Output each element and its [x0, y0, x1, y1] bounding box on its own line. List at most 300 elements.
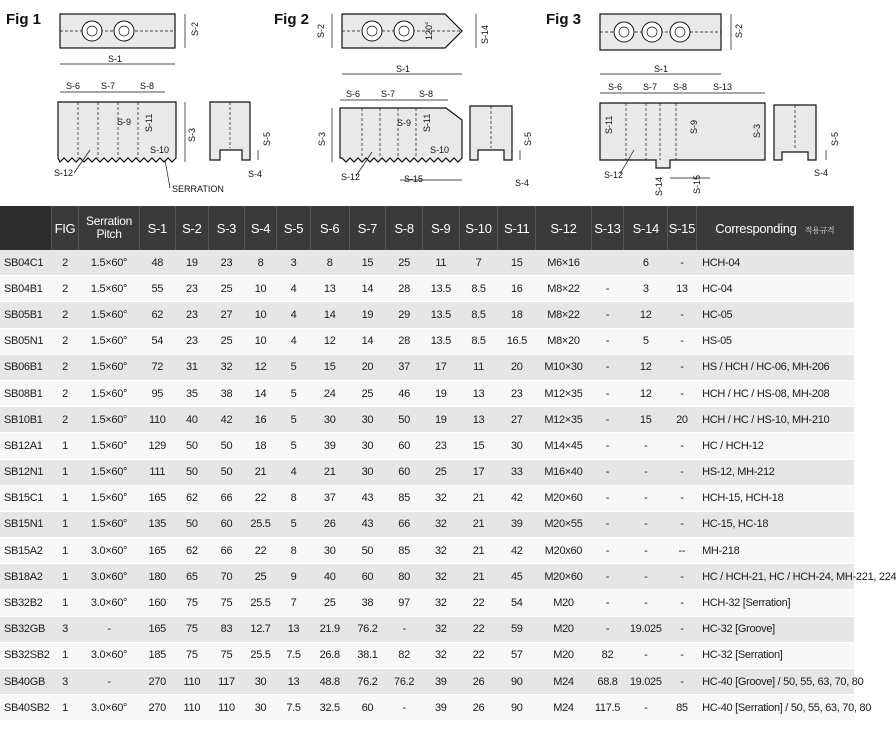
- cell-s6: 21.9: [310, 616, 349, 642]
- cell-s5: 8: [277, 485, 311, 511]
- cell-s11: 33: [498, 459, 536, 485]
- cell-s4: 25.5: [244, 642, 277, 668]
- cell-s3: 60: [209, 511, 245, 537]
- cell-s15: -: [668, 616, 696, 642]
- cell-model: SB15A2: [0, 538, 51, 564]
- cell-s10: 11: [459, 354, 498, 380]
- cell-s12: M12×35: [536, 407, 592, 433]
- cell-s2: 35: [175, 380, 209, 406]
- cell-s13: -: [591, 276, 624, 302]
- cell-s9: 32: [422, 485, 459, 511]
- cell-s9: 32: [422, 564, 459, 590]
- cell-s2: 75: [175, 616, 209, 642]
- cell-s15: -: [668, 302, 696, 328]
- cell-s9: 32: [422, 511, 459, 537]
- table-row: [0, 695, 854, 721]
- cell-s11: 42: [498, 538, 536, 564]
- cell-s2: 75: [175, 590, 209, 616]
- cell-s7: 30: [349, 433, 386, 459]
- cell-s15: -: [668, 511, 696, 537]
- cell-s7: 15: [349, 250, 386, 276]
- cell-fig: 2: [51, 354, 78, 380]
- cell-pitch: 1.5×60°: [79, 485, 140, 511]
- cell-s15: -: [668, 642, 696, 668]
- cell-s13: 117.5: [591, 695, 624, 721]
- cell-s5: 7: [277, 590, 311, 616]
- cell-s4: 12: [244, 354, 277, 380]
- cell-corresponding: HCH-04: [696, 250, 853, 276]
- fig1-title: Fig 1: [6, 11, 42, 28]
- cell-s12: M6×16: [536, 250, 592, 276]
- fig1-label-s12: S-12: [54, 168, 74, 178]
- table-row: [0, 642, 854, 668]
- fig1-label-s11: S-11: [144, 113, 154, 132]
- cell-s12: M8×22: [536, 302, 592, 328]
- fig2-label-s1: S-1: [396, 64, 411, 74]
- header-corresponding: Corresponding 적용규격: [696, 206, 853, 250]
- cell-corresponding: HCH-15, HCH-18: [696, 485, 853, 511]
- cell-s4: 18: [244, 433, 277, 459]
- header-s15: S-15: [668, 206, 696, 250]
- table-row: [0, 433, 854, 459]
- fig3-label-s5: S-5: [830, 131, 840, 146]
- fig3-label-s4: S-4: [814, 168, 829, 178]
- cell-s5: 3: [277, 250, 311, 276]
- cell-s5: 4: [277, 459, 311, 485]
- cell-s1: 185: [139, 642, 175, 668]
- cell-pitch: 3.0×60°: [79, 538, 140, 564]
- cell-s5: 9: [277, 564, 311, 590]
- cell-model: SB04B1: [0, 276, 51, 302]
- cell-s5: 8: [277, 538, 311, 564]
- cell-pitch: 1.5×60°: [79, 250, 140, 276]
- cell-s15: 85: [668, 695, 696, 721]
- table-row: [0, 276, 854, 302]
- cell-s15: -: [668, 459, 696, 485]
- cell-s15: -: [668, 485, 696, 511]
- cell-s8: 85: [386, 485, 423, 511]
- cell-s10: 21: [459, 564, 498, 590]
- cell-s11: 23: [498, 380, 536, 406]
- cell-model: SB06B1: [0, 354, 51, 380]
- cell-s1: 48: [139, 250, 175, 276]
- header-s14: S-14: [624, 206, 668, 250]
- cell-s1: 95: [139, 380, 175, 406]
- header-s10: S-10: [459, 206, 498, 250]
- cell-s9: 39: [422, 669, 459, 695]
- header-fig: FIG: [51, 206, 78, 250]
- cell-model: SB15N1: [0, 511, 51, 537]
- cell-s2: 31: [175, 354, 209, 380]
- header-s3: S-3: [209, 206, 245, 250]
- cell-s5: 5: [277, 433, 311, 459]
- cell-s14: 12: [624, 354, 668, 380]
- cell-s15: -: [668, 590, 696, 616]
- cell-s12: M16×40: [536, 459, 592, 485]
- fig1-label-s5: S-5: [262, 131, 272, 146]
- cell-s2: 50: [175, 459, 209, 485]
- cell-s1: 55: [139, 276, 175, 302]
- cell-model: SB08B1: [0, 380, 51, 406]
- cell-pitch: 1.5×60°: [79, 433, 140, 459]
- cell-pitch: 1.5×60°: [79, 328, 140, 354]
- cell-s12: M12×35: [536, 380, 592, 406]
- cell-s4: 30: [244, 669, 277, 695]
- cell-s4: 10: [244, 328, 277, 354]
- cell-s2: 65: [175, 564, 209, 590]
- cell-pitch: 3.0×60°: [79, 590, 140, 616]
- fig1-label-s3: S-3: [187, 127, 197, 142]
- cell-s10: 22: [459, 616, 498, 642]
- cell-s1: 129: [139, 433, 175, 459]
- cell-s14: 3: [624, 276, 668, 302]
- cell-s2: 19: [175, 250, 209, 276]
- cell-s6: 37: [310, 485, 349, 511]
- table-row: [0, 511, 854, 537]
- cell-s1: 165: [139, 616, 175, 642]
- fig1-label-s2: S-2: [190, 21, 200, 36]
- cell-s4: 25.5: [244, 590, 277, 616]
- cell-s8: 29: [386, 302, 423, 328]
- cell-fig: 2: [51, 276, 78, 302]
- fig3-label-s9: S-9: [689, 119, 699, 134]
- header-s13: S-13: [591, 206, 624, 250]
- fig3-label-s14: S-14: [654, 176, 664, 196]
- cell-s13: -: [591, 459, 624, 485]
- fig3-label-s2: S-2: [734, 23, 744, 38]
- table-body: [0, 250, 896, 721]
- cell-s6: 30: [310, 538, 349, 564]
- cell-s3: 83: [209, 616, 245, 642]
- fig3-label-s15: S-15: [692, 174, 702, 194]
- cell-s4: 22: [244, 485, 277, 511]
- fig2-label-s11: S-11: [422, 113, 432, 132]
- cell-s5: 4: [277, 328, 311, 354]
- cell-s6: 14: [310, 302, 349, 328]
- cell-s10: 7: [459, 250, 498, 276]
- cell-s7: 76.2: [349, 669, 386, 695]
- cell-s15: -: [668, 433, 696, 459]
- cell-fig: 1: [51, 695, 78, 721]
- header-s7: S-7: [349, 206, 386, 250]
- cell-s14: 6: [624, 250, 668, 276]
- cell-s13: 82: [591, 642, 624, 668]
- cell-s2: 23: [175, 328, 209, 354]
- table-row: [0, 564, 854, 590]
- cell-s14: 19.025: [624, 669, 668, 695]
- cell-pitch: 3.0×60°: [79, 642, 140, 668]
- fig3-label-s11: S-11: [604, 115, 614, 134]
- cell-s11: 54: [498, 590, 536, 616]
- cell-s14: -: [624, 642, 668, 668]
- cell-s5: 5: [277, 511, 311, 537]
- table-row: [0, 616, 854, 642]
- cell-corresponding: HC-32 [Serration]: [696, 642, 853, 668]
- cell-s3: 42: [209, 407, 245, 433]
- cell-s8: 46: [386, 380, 423, 406]
- cell-s6: 25: [310, 590, 349, 616]
- fig2-label-s3: S-3: [317, 131, 327, 146]
- cell-s7: 30: [349, 459, 386, 485]
- cell-s11: 30: [498, 433, 536, 459]
- cell-s8: 80: [386, 564, 423, 590]
- cell-s2: 23: [175, 276, 209, 302]
- cell-s11: 39: [498, 511, 536, 537]
- cell-s7: 76.2: [349, 616, 386, 642]
- cell-s10: 15: [459, 433, 498, 459]
- fig1-label-s4: S-4: [248, 169, 263, 179]
- cell-s8: 82: [386, 642, 423, 668]
- cell-s9: 39: [422, 695, 459, 721]
- cell-s11: 45: [498, 564, 536, 590]
- cell-corresponding: HS-05: [696, 328, 853, 354]
- header-model: [0, 206, 51, 250]
- cell-corresponding: HC-40 [Serration] / 50, 55, 63, 70, 80: [696, 695, 853, 721]
- fig2-label-s15: S-15: [404, 174, 424, 184]
- fig2-label-s5: S-5: [523, 131, 533, 146]
- cell-s7: 38: [349, 590, 386, 616]
- cell-s14: 19.025: [624, 616, 668, 642]
- cell-s2: 62: [175, 485, 209, 511]
- cell-s2: 40: [175, 407, 209, 433]
- cell-s9: 11: [422, 250, 459, 276]
- cell-s14: -: [624, 511, 668, 537]
- cell-s13: -: [591, 590, 624, 616]
- cell-model: SB32GB: [0, 616, 51, 642]
- cell-s9: 32: [422, 538, 459, 564]
- cell-s10: 22: [459, 642, 498, 668]
- header-s9: S-9: [422, 206, 459, 250]
- cell-s3: 38: [209, 380, 245, 406]
- table-row: [0, 538, 854, 564]
- fig2-label-s2: S-2: [316, 23, 326, 38]
- cell-corresponding: HCH / HC / HS-10, MH-210: [696, 407, 853, 433]
- cell-s15: -: [668, 380, 696, 406]
- cell-s13: -: [591, 433, 624, 459]
- cell-model: SB05N1: [0, 328, 51, 354]
- cell-pitch: -: [79, 669, 140, 695]
- cell-s12: M20x60: [536, 538, 592, 564]
- cell-s11: 16.5: [498, 328, 536, 354]
- cell-s6: 26: [310, 511, 349, 537]
- cell-s11: 20: [498, 354, 536, 380]
- cell-s8: -: [386, 616, 423, 642]
- cell-s11: 18: [498, 302, 536, 328]
- cell-fig: 2: [51, 407, 78, 433]
- cell-s10: 21: [459, 485, 498, 511]
- cell-s1: 165: [139, 538, 175, 564]
- cell-corresponding: HS-12, MH-212: [696, 459, 853, 485]
- cell-model: SB15C1: [0, 485, 51, 511]
- fig2-label-s4: S-4: [515, 178, 530, 188]
- cell-s6: 24: [310, 380, 349, 406]
- cell-s13: -: [591, 564, 624, 590]
- cell-model: SB40SB2: [0, 695, 51, 721]
- cell-model: SB12N1: [0, 459, 51, 485]
- fig1-label-s1: S-1: [108, 54, 123, 64]
- cell-pitch: 1.5×60°: [79, 459, 140, 485]
- fig2-label-angle: 120°: [424, 21, 434, 40]
- cell-s2: 50: [175, 433, 209, 459]
- cell-s2: 50: [175, 511, 209, 537]
- cell-s5: 4: [277, 276, 311, 302]
- cell-s11: 16: [498, 276, 536, 302]
- cell-s3: 117: [209, 669, 245, 695]
- cell-s12: M14×45: [536, 433, 592, 459]
- cell-s6: 15: [310, 354, 349, 380]
- cell-s8: 25: [386, 250, 423, 276]
- fig2-title: Fig 2: [274, 11, 310, 28]
- cell-s12: M8×22: [536, 276, 592, 302]
- cell-corresponding: MH-218: [696, 538, 853, 564]
- cell-s3: 66: [209, 538, 245, 564]
- cell-s9: 13.5: [422, 328, 459, 354]
- cell-s4: 25: [244, 564, 277, 590]
- cell-pitch: 3.0×60°: [79, 695, 140, 721]
- cell-s14: -: [624, 433, 668, 459]
- table-row: [0, 459, 854, 485]
- fig1-label-s7: S-7: [101, 81, 116, 91]
- cell-fig: 1: [51, 459, 78, 485]
- cell-s1: 180: [139, 564, 175, 590]
- cell-s11: 90: [498, 695, 536, 721]
- cell-s10: 8.5: [459, 328, 498, 354]
- cell-s9: 17: [422, 354, 459, 380]
- header-s2: S-2: [175, 206, 209, 250]
- cell-s14: 12: [624, 380, 668, 406]
- fig2-label-s12: S-12: [341, 172, 361, 182]
- cell-corresponding: HC-04: [696, 276, 853, 302]
- cell-model: SB12A1: [0, 433, 51, 459]
- fig1-side-view: [210, 102, 250, 160]
- fig3-label-s1: S-1: [654, 64, 669, 74]
- cell-s13: -: [591, 407, 624, 433]
- cell-corresponding: HC / HCH-21, HC / HCH-24, MH-221, 224: [696, 564, 853, 590]
- cell-s10: 8.5: [459, 302, 498, 328]
- table-row: [0, 302, 854, 328]
- cell-s6: 39: [310, 433, 349, 459]
- cell-pitch: 1.5×60°: [79, 276, 140, 302]
- cell-pitch: 1.5×60°: [79, 511, 140, 537]
- fig3-label-s8: S-8: [673, 82, 688, 92]
- cell-model: SB40GB: [0, 669, 51, 695]
- cell-fig: 2: [51, 328, 78, 354]
- cell-fig: 2: [51, 380, 78, 406]
- cell-s1: 165: [139, 485, 175, 511]
- fig1-label-s10: S-10: [150, 145, 170, 155]
- cell-s13: -: [591, 616, 624, 642]
- cell-s14: 12: [624, 302, 668, 328]
- fig2-label-s14: S-14: [480, 24, 490, 44]
- cell-s11: 42: [498, 485, 536, 511]
- cell-s15: 20: [668, 407, 696, 433]
- cell-s3: 50: [209, 459, 245, 485]
- cell-s11: 15: [498, 250, 536, 276]
- cell-s9: 19: [422, 380, 459, 406]
- cell-fig: 2: [51, 250, 78, 276]
- cell-s1: 270: [139, 695, 175, 721]
- cell-s6: 21: [310, 459, 349, 485]
- fig3-label-s12: S-12: [604, 170, 624, 180]
- cell-s9: 19: [422, 407, 459, 433]
- cell-s12: M10×30: [536, 354, 592, 380]
- cell-s13: 68.8: [591, 669, 624, 695]
- cell-model: SB05B1: [0, 302, 51, 328]
- cell-s8: 28: [386, 328, 423, 354]
- cell-s7: 60: [349, 695, 386, 721]
- cell-s14: -: [624, 590, 668, 616]
- cell-s5: 5: [277, 407, 311, 433]
- cell-s1: 160: [139, 590, 175, 616]
- cell-s12: M8×20: [536, 328, 592, 354]
- fig1-label-serration: SERRATION: [172, 184, 224, 194]
- cell-s7: 25: [349, 380, 386, 406]
- cell-s7: 20: [349, 354, 386, 380]
- cell-corresponding: HCH / HC / HS-08, MH-208: [696, 380, 853, 406]
- cell-s13: -: [591, 380, 624, 406]
- cell-s3: 66: [209, 485, 245, 511]
- cell-s15: -: [668, 250, 696, 276]
- cell-s1: 270: [139, 669, 175, 695]
- header-s12: S-12: [536, 206, 592, 250]
- cell-s5: 5: [277, 354, 311, 380]
- cell-s15: -: [668, 328, 696, 354]
- cell-s14: -: [624, 695, 668, 721]
- cell-s11: 27: [498, 407, 536, 433]
- fig3-label-s7: S-7: [643, 82, 658, 92]
- cell-s15: -: [668, 669, 696, 695]
- cell-s2: 110: [175, 669, 209, 695]
- fig1-label-s9: S-9: [117, 117, 132, 127]
- fig1-label-s6: S-6: [66, 81, 81, 91]
- cell-pitch: 1.5×60°: [79, 380, 140, 406]
- cell-fig: 1: [51, 485, 78, 511]
- cell-s4: 10: [244, 302, 277, 328]
- figure-area: [0, 0, 854, 205]
- cell-pitch: -: [79, 616, 140, 642]
- cell-s5: 7.5: [277, 695, 311, 721]
- cell-s15: -: [668, 564, 696, 590]
- cell-s8: 60: [386, 433, 423, 459]
- cell-s12: M20×60: [536, 564, 592, 590]
- cell-s3: 50: [209, 433, 245, 459]
- cell-s14: 5: [624, 328, 668, 354]
- cell-s7: 50: [349, 538, 386, 564]
- cell-s10: 26: [459, 695, 498, 721]
- cell-pitch: 1.5×60°: [79, 407, 140, 433]
- cell-s8: 50: [386, 407, 423, 433]
- fig2-label-s10: S-10: [430, 145, 450, 155]
- cell-s3: 75: [209, 642, 245, 668]
- cell-s9: 32: [422, 590, 459, 616]
- cell-s9: 25: [422, 459, 459, 485]
- fig3-front-view: [600, 103, 765, 168]
- cell-corresponding: HC-05: [696, 302, 853, 328]
- cell-s12: M20×55: [536, 511, 592, 537]
- cell-s4: 21: [244, 459, 277, 485]
- cell-s11: 90: [498, 669, 536, 695]
- table-row: [0, 590, 854, 616]
- cell-s4: 10: [244, 276, 277, 302]
- cell-fig: 1: [51, 590, 78, 616]
- technical-drawings: [0, 0, 854, 205]
- cell-s15: --: [668, 538, 696, 564]
- header-s11: S-11: [498, 206, 536, 250]
- cell-s11: 59: [498, 616, 536, 642]
- fig3-label-s6: S-6: [608, 82, 623, 92]
- table-row: [0, 354, 854, 380]
- cell-s10: 21: [459, 511, 498, 537]
